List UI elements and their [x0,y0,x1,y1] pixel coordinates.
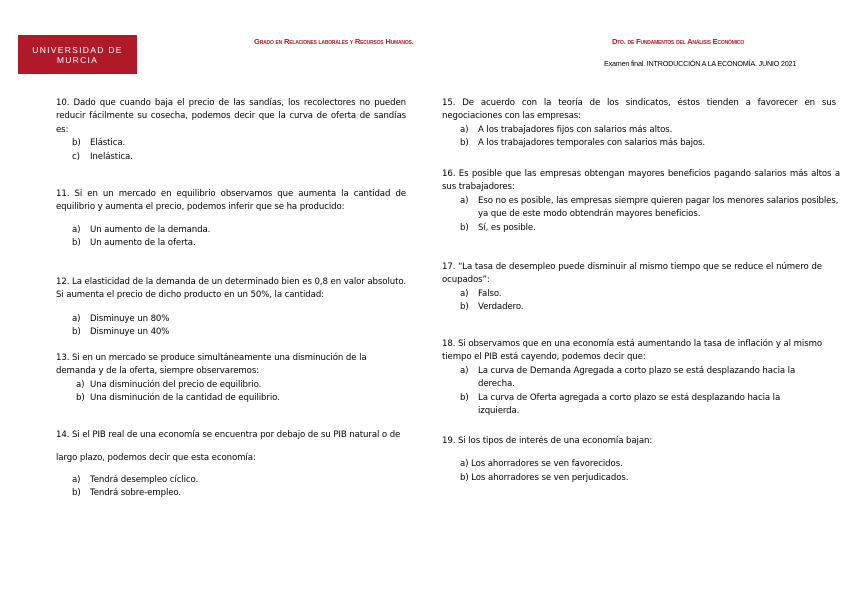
question-10 [56,97,406,164]
option: b) Un aumento de la oferta. [72,238,196,249]
question-stem: 11. Si en un mercado en equilibrio observamos que aumenta la cantidad de equilibrio y aumenta el precio, podemos inferir que se ha producido: [56,189,406,213]
question-13 [56,352,406,406]
question-stem: 19. Si los tipos de interés de una economía bajan: [442,436,653,446]
logo-line2: MURCIA [56,54,99,65]
question-12 [56,276,406,340]
option: a) Una disminución del precio de equilibrio. [76,379,262,390]
question-17 [442,261,822,315]
option: a) La curva de Demanda Agregada a corto plazo se está desplazando hacia la derecha. [460,365,796,390]
option: b) Tendrá sobre-empleo. [72,488,182,499]
question-stem: 10. Dado que cuando baja el precio de las sandías, los recolectores no pueden reducir fácilmente su cosecha, podemos decir que la curva de oferta de sandías es: [56,98,406,135]
degree-title: Grado en Relaciones laborales y Recursos Humanos. [254,37,414,46]
question-stem: 17. “La tasa de desempleo puede disminuir al mismo tiempo que se reduce el número de ocupados”: [442,262,822,286]
option: b) Una disminución de la cantidad de equilibrio. [76,393,280,404]
question-stem-line2: largo plazo, podemos decir que esta economía: [56,453,256,464]
option: b) Verdadero. [460,302,524,313]
options-list [76,379,406,406]
department-title: Dto. de Fundamentos del Análisis Económico [612,37,744,46]
options-list [72,137,406,164]
question-stem-line1: 14. Si el PIB real de una economía se encuentra por debajo de su PIB natural o de [56,430,401,440]
options-list [460,195,840,235]
question-stem: 18. Si observamos que en una economía está aumentando la tasa de inflación y al mismo tiempo el PIB está cayendo, podemos decir que: [442,339,822,363]
options-list [72,474,426,501]
option: b) Sí, es posible. [460,222,536,233]
logo-line1: UNIVERSIDAD DE [32,44,123,55]
question-stem: 15. De acuerdo con la teoría de los sindicatos, éstos tienden a favorecer en sus negociaciones con las empresas: [442,98,836,122]
question-16 [442,168,840,235]
options-list [460,458,822,485]
option: a) Tendrá desempleo cíclico. [72,474,199,485]
options-list [460,124,836,151]
option: a) A los trabajadores fijos con salarios más altos. [460,124,673,135]
option: a) Eso no es posible, las empresas siempre quieren pagar los menores salarios posibles, ya que de este modo obtendrán mayores beneficios. [460,195,839,220]
question-14 [56,429,426,501]
option: a) Disminuye un 80% [72,313,170,324]
options-list [72,224,406,251]
question-19 [442,435,822,485]
university-logo [18,35,137,74]
option: b) Los ahorradores se ven perjudicados. [460,472,629,483]
question-stem: 13. Si en un mercado se produce simultáneamente una disminución de la demanda y de la oferta, siempre observaremos: [56,353,367,377]
option: c) Inelástica. [72,151,133,162]
option: b) Disminuye un 40% [72,327,170,338]
options-list [460,365,810,419]
question-stem: 16. Es posible que las empresas obtengan mayores beneficios pagando salarios más altos a sus trabajadores: [442,169,840,193]
option: b) Elástica. [72,138,126,149]
options-list [72,313,406,340]
option: b) La curva de Oferta agregada a corto plazo se está desplazando hacia la izquierda. [460,392,781,417]
option: a) Falso. [460,288,502,299]
exam-title: Examen final. INTRODUCCIÓN A LA ECONOMÍA. JUNIO 2021 [604,59,797,68]
question-stem: 12. La elasticidad de la demanda de un determinado bien es 0,8 en valor absoluto. Si aumenta el precio de dicho producto en un 50%, la cantidad: [56,277,406,301]
question-15 [442,97,836,151]
options-list [460,288,822,315]
option: b) A los trabajadores temporales con salarios más bajos. [460,138,706,149]
option: a) Un aumento de la demanda. [72,224,211,235]
question-11 [56,188,406,251]
question-18 [442,338,822,418]
option: a) Los ahorradores se ven favorecidos. [460,459,623,470]
